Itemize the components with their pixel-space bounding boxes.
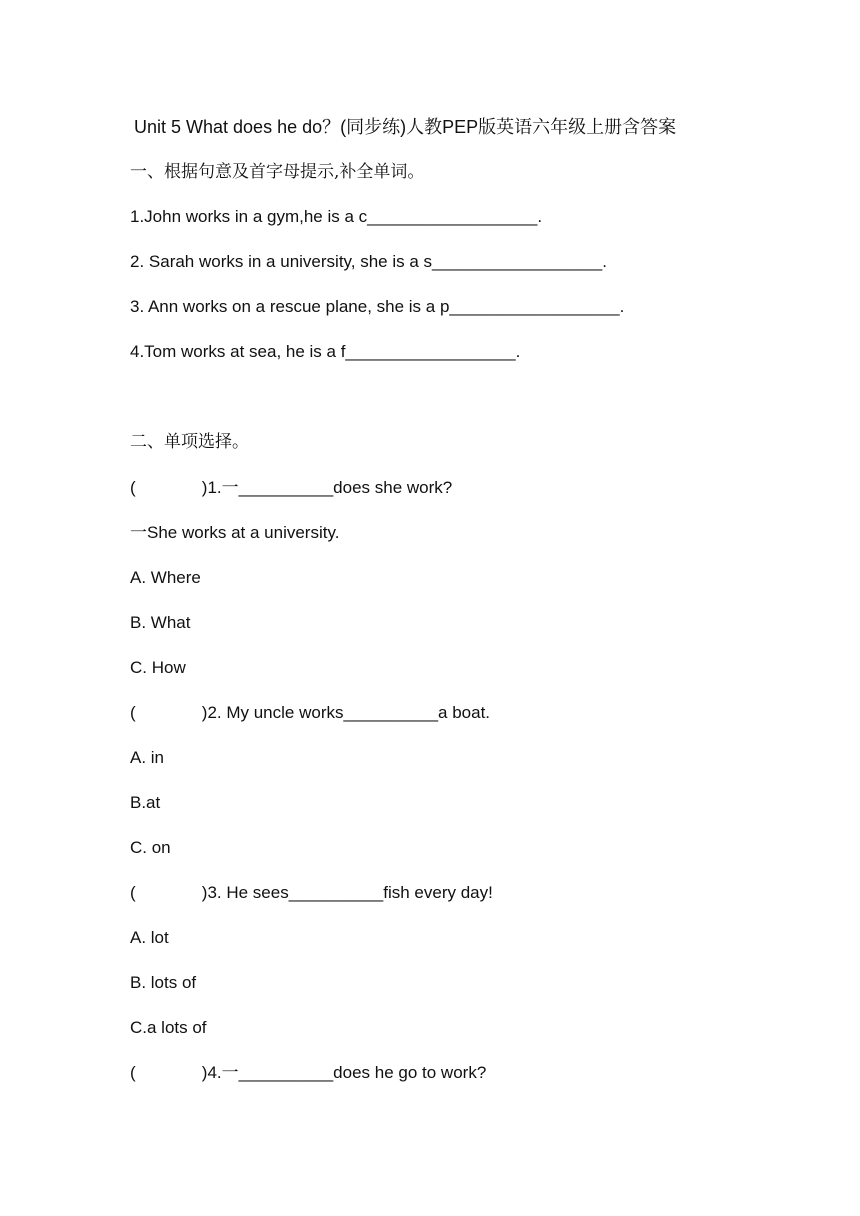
fill-item-4: 4.Tom works at sea, he is a f__________________. [130,342,521,361]
question-3-option-a: A. lot [130,928,169,947]
question-3-stem: ( )3. He sees__________fish every day! [130,883,493,902]
page-title: Unit 5 What does he do？(同步练)人教PEP版英语六年级上册含答案 [134,117,677,137]
question-1-option-b: B. What [130,613,191,632]
fill-item-1: 1.John works in a gym,he is a c__________________. [130,207,543,226]
fill-item-3: 3. Ann works on a rescue plane, she is a p__________________. [130,297,625,316]
question-1-option-a: A. Where [130,568,201,587]
section2-heading: 二、单项选择。 [130,432,249,452]
question-2-option-c: C. on [130,838,171,857]
question-1-stem: ( )1.一__________does she work? [130,478,453,497]
question-1-answer-line: 一She works at a university. [130,523,340,542]
section1-heading: 一、根据句意及首字母提示,补全单词。 [130,162,425,182]
question-2-option-b: B.at [130,793,161,812]
question-3-option-c: C.a lots of [130,1018,207,1037]
question-3-option-b: B. lots of [130,973,197,992]
question-4-stem: ( )4.一__________does he go to work? [130,1063,487,1082]
fill-item-2: 2. Sarah works in a university, she is a s__________________. [130,252,607,271]
question-2-stem: ( )2. My uncle works__________a boat. [130,703,491,722]
question-1-option-c: C. How [130,658,186,677]
question-2-option-a: A. in [130,748,165,767]
